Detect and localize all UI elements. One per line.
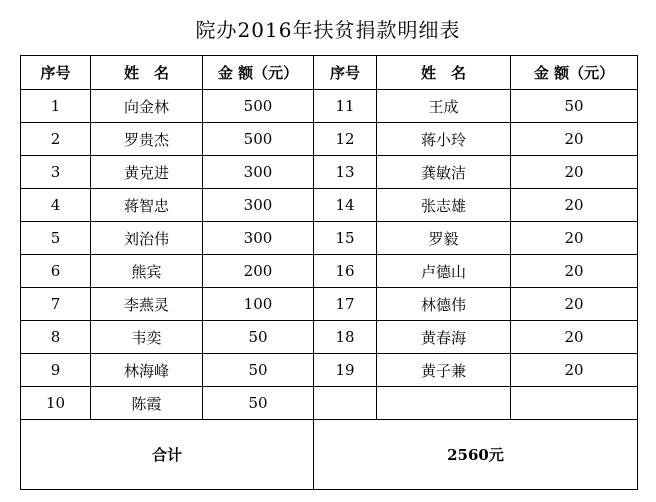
left-name-cell: 向金林 xyxy=(91,90,203,123)
right-amount-cell: 20 xyxy=(511,189,638,222)
header-seq-right: 序号 xyxy=(314,56,377,90)
left-seq-cell: 3 xyxy=(21,156,91,189)
right-seq-cell: 14 xyxy=(314,189,377,222)
left-seq-cell: 10 xyxy=(21,387,91,420)
left-amount-cell: 50 xyxy=(203,387,314,420)
left-seq-cell: 8 xyxy=(21,321,91,354)
right-name-cell: 蒋小玲 xyxy=(377,123,511,156)
right-seq-cell: 11 xyxy=(314,90,377,123)
right-name-cell: 王成 xyxy=(377,90,511,123)
right-name-cell: 黄子兼 xyxy=(377,354,511,387)
table-row xyxy=(21,387,638,420)
table-row xyxy=(21,288,638,321)
right-name-cell: 张志雄 xyxy=(377,189,511,222)
left-seq-cell: 4 xyxy=(21,189,91,222)
table-row xyxy=(21,321,638,354)
right-seq-cell: 16 xyxy=(314,255,377,288)
right-name-cell: 罗毅 xyxy=(377,222,511,255)
left-amount-cell: 50 xyxy=(203,354,314,387)
total-value: 2560元 xyxy=(314,420,638,490)
right-amount-cell: 20 xyxy=(511,321,638,354)
left-name-cell: 李燕灵 xyxy=(91,288,203,321)
left-seq-cell: 5 xyxy=(21,222,91,255)
total-row xyxy=(21,420,638,490)
table-header-row xyxy=(21,56,638,90)
left-name-cell: 黄克进 xyxy=(91,156,203,189)
left-seq-cell: 7 xyxy=(21,288,91,321)
right-seq-cell: 18 xyxy=(314,321,377,354)
left-amount-cell: 300 xyxy=(203,222,314,255)
right-seq-cell: 19 xyxy=(314,354,377,387)
right-amount-cell: 20 xyxy=(511,288,638,321)
table-row xyxy=(21,90,638,123)
page-title: 院办2016年扶贫捐款明细表 xyxy=(195,18,461,42)
table-row xyxy=(21,123,638,156)
right-name-cell: 林德伟 xyxy=(377,288,511,321)
right-amount-cell xyxy=(511,387,638,420)
left-name-cell: 韦奕 xyxy=(91,321,203,354)
right-amount-cell: 20 xyxy=(511,222,638,255)
right-name-cell: 龚敏洁 xyxy=(377,156,511,189)
header-amount-left: 金 额（元） xyxy=(203,56,314,90)
left-amount-cell: 200 xyxy=(203,255,314,288)
total-label: 合计 xyxy=(21,420,314,490)
right-amount-cell: 50 xyxy=(511,90,638,123)
table-row xyxy=(21,222,638,255)
table-row xyxy=(21,255,638,288)
right-name-cell: 卢德山 xyxy=(377,255,511,288)
right-seq-cell: 12 xyxy=(314,123,377,156)
left-amount-cell: 300 xyxy=(203,156,314,189)
left-name-cell: 刘治伟 xyxy=(91,222,203,255)
left-seq-cell: 2 xyxy=(21,123,91,156)
left-amount-cell: 500 xyxy=(203,123,314,156)
table-row xyxy=(21,156,638,189)
header-amount-right: 金 额（元） xyxy=(511,56,638,90)
table-row xyxy=(21,354,638,387)
left-seq-cell: 9 xyxy=(21,354,91,387)
left-amount-cell: 300 xyxy=(203,189,314,222)
left-amount-cell: 50 xyxy=(203,321,314,354)
left-name-cell: 熊宾 xyxy=(91,255,203,288)
left-seq-cell: 1 xyxy=(21,90,91,123)
right-seq-cell xyxy=(314,387,377,420)
right-amount-cell: 20 xyxy=(511,255,638,288)
header-seq-left: 序号 xyxy=(21,56,91,90)
right-amount-cell: 20 xyxy=(511,156,638,189)
left-name-cell: 蒋智忠 xyxy=(91,189,203,222)
left-name-cell: 罗贵杰 xyxy=(91,123,203,156)
header-name-right: 姓 名 xyxy=(377,56,511,90)
right-name-cell xyxy=(377,387,511,420)
right-seq-cell: 17 xyxy=(314,288,377,321)
donation-table xyxy=(20,55,638,490)
right-amount-cell: 20 xyxy=(511,123,638,156)
left-seq-cell: 6 xyxy=(21,255,91,288)
left-name-cell: 陈霞 xyxy=(91,387,203,420)
right-seq-cell: 13 xyxy=(314,156,377,189)
table-row xyxy=(21,189,638,222)
right-name-cell: 黄春海 xyxy=(377,321,511,354)
right-amount-cell: 20 xyxy=(511,354,638,387)
header-name-left: 姓 名 xyxy=(91,56,203,90)
left-name-cell: 林海峰 xyxy=(91,354,203,387)
left-amount-cell: 500 xyxy=(203,90,314,123)
left-amount-cell: 100 xyxy=(203,288,314,321)
right-seq-cell: 15 xyxy=(314,222,377,255)
